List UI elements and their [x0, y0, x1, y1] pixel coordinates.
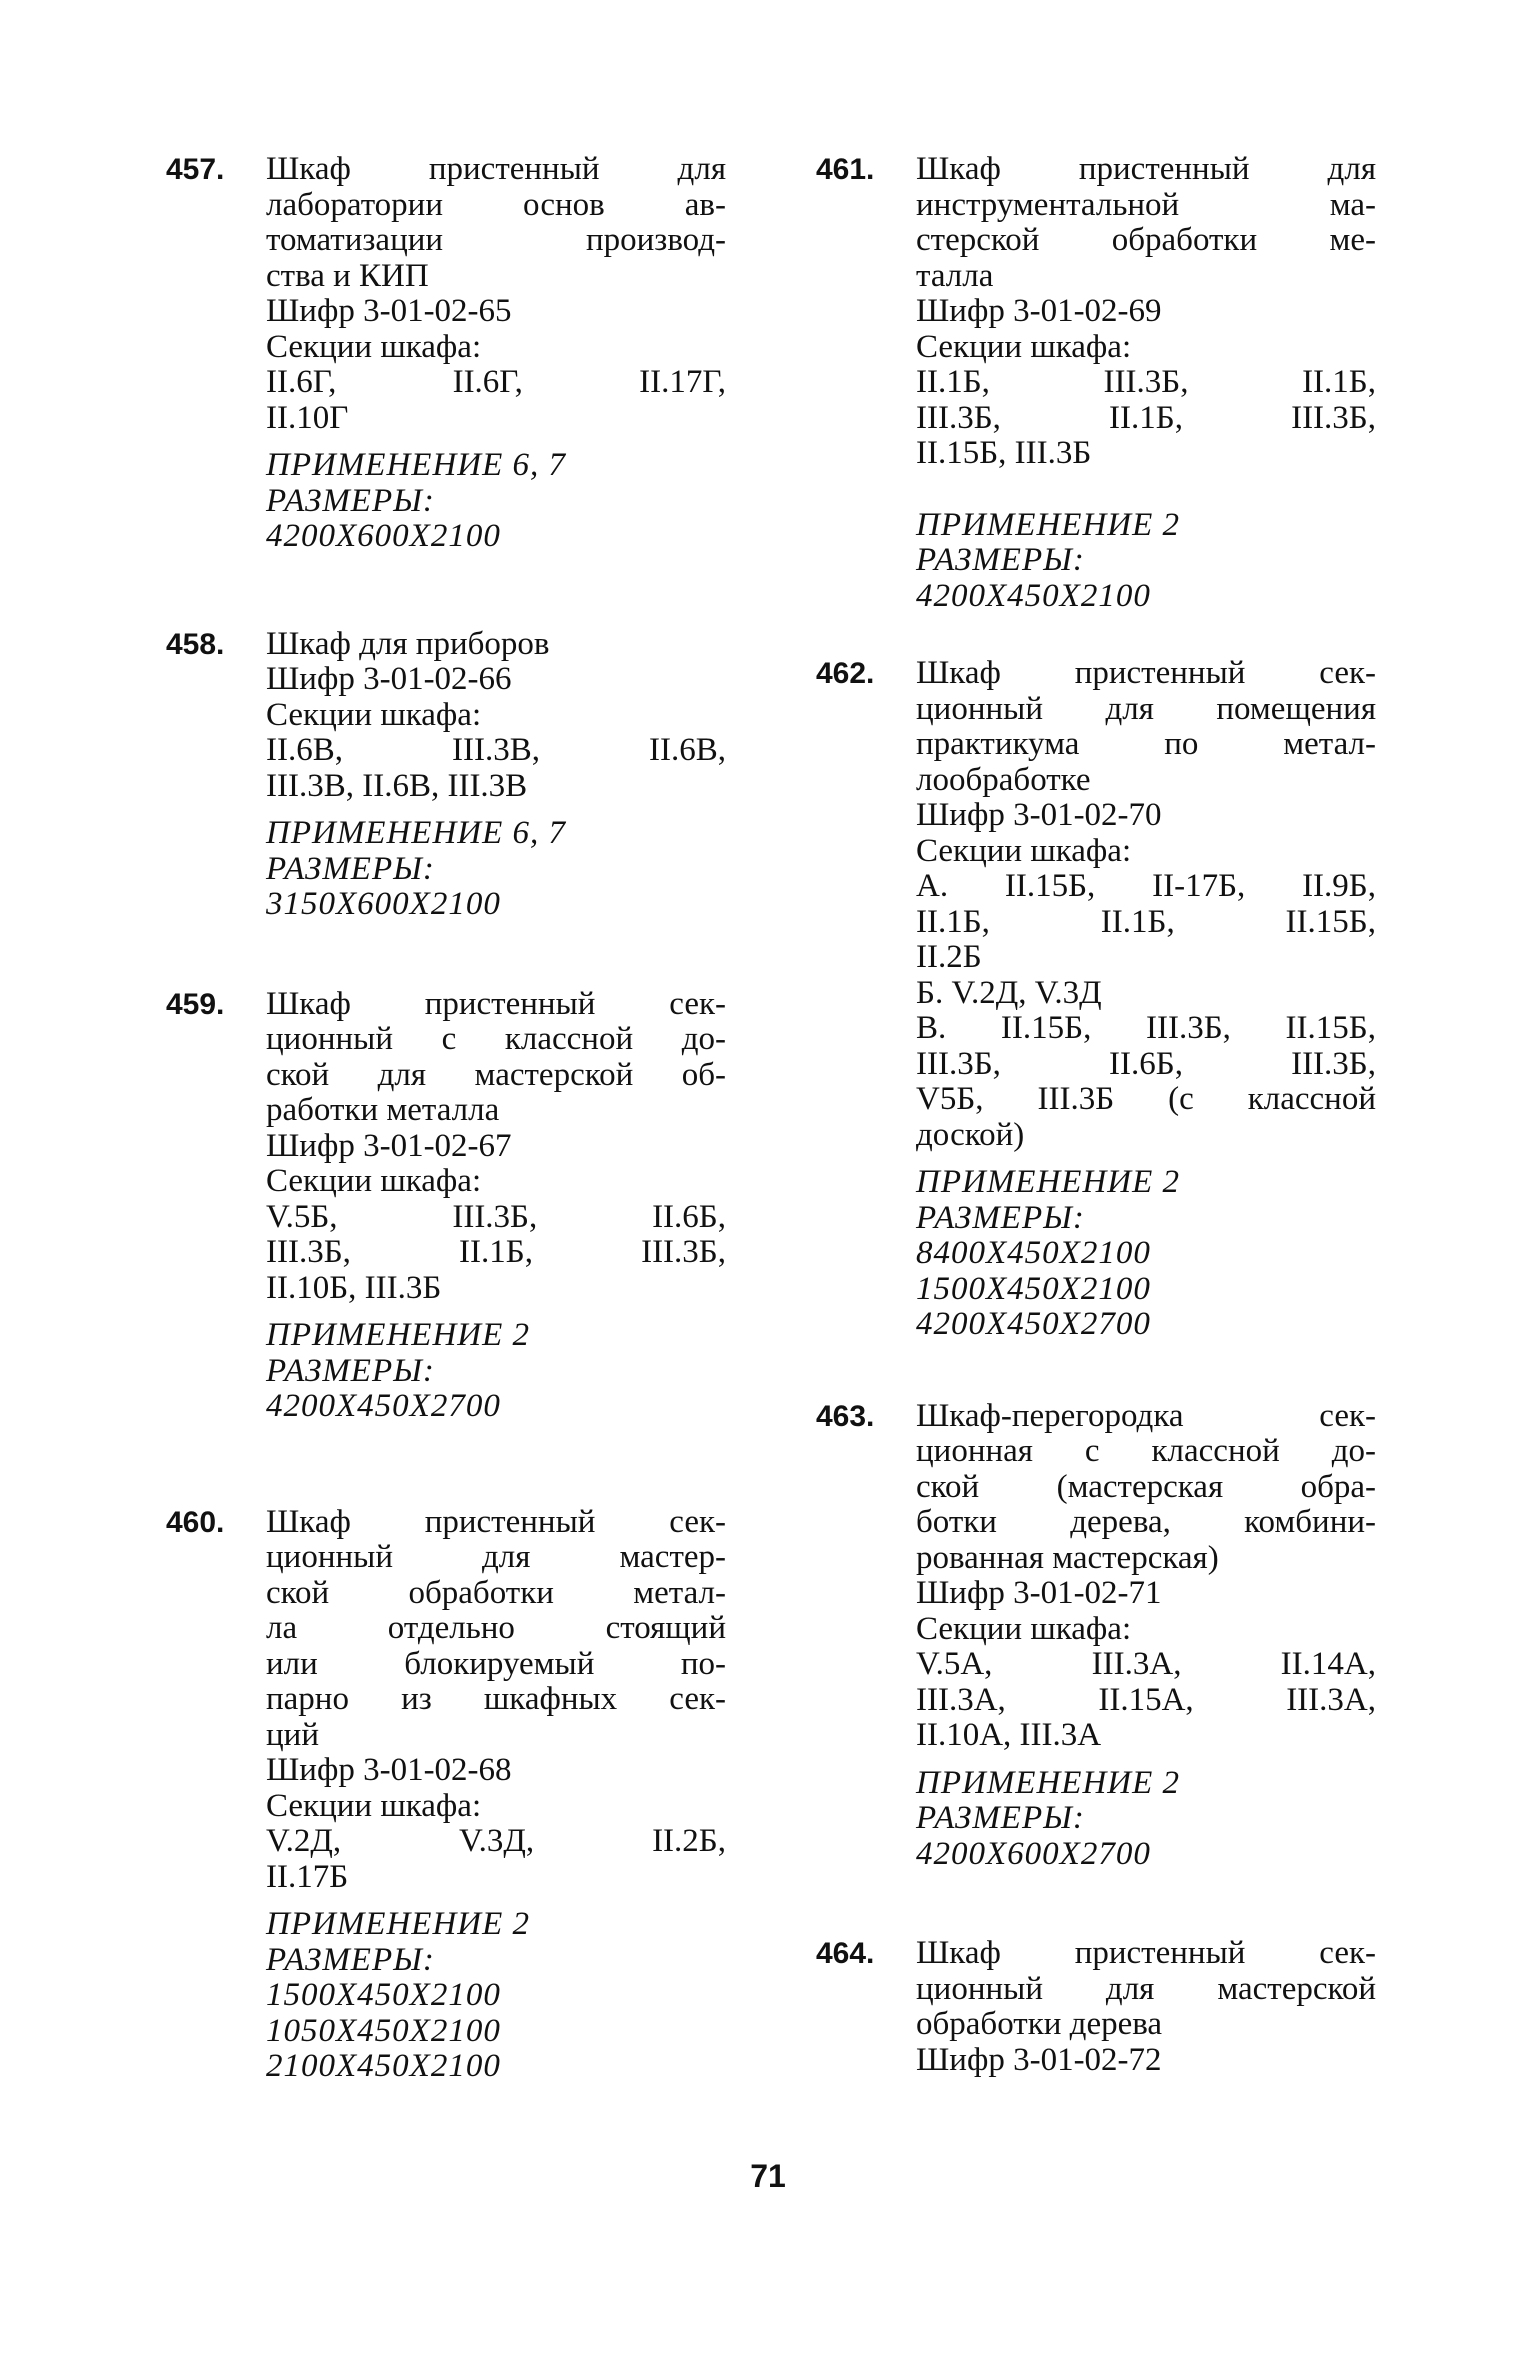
entry-title-line: работки металла — [266, 1092, 500, 1128]
catalog-entry-457 — [166, 152, 726, 555]
entry-size: 4200X450X2700 — [916, 1306, 1151, 1342]
entry-title-line: ботки дерева, комбини- — [916, 1504, 1376, 1540]
entry-number: 462. — [816, 657, 875, 690]
entry-application: ПРИМЕНЕНИЕ 2 — [266, 1906, 531, 1942]
entry-title-line: ционный для мастерской — [916, 1970, 1376, 2007]
entry-sections-label: Секции шкафа: — [916, 1610, 1132, 1647]
entry-title-line: или блокируемый по- — [266, 1645, 726, 1682]
entry-sections-line: II.6В, III.3В, II.6В, — [266, 732, 726, 768]
entry-code: Шифр 3-01-02-66 — [266, 661, 512, 697]
entry-title-line: Шкаф пристенный сек- — [266, 985, 726, 1022]
entry-title-line: обработки дерева — [916, 2006, 1163, 2042]
entry-sections-line: III.3А, II.15А, III.3А, — [916, 1681, 1376, 1718]
entry-title-line: Шкаф пристенный сек- — [916, 655, 1376, 691]
entry-title-line: Шкаф пристенный для — [916, 151, 1376, 187]
entry-sections-label: Секции шкафа: — [916, 328, 1132, 365]
entry-application: ПРИМЕНЕНИЕ 2 — [266, 1317, 531, 1353]
entry-title-line: Шкаф для приборов — [266, 625, 550, 662]
entry-number: 460. — [166, 1505, 225, 1539]
catalog-entry-460 — [166, 1505, 726, 2085]
right-column — [816, 152, 1376, 2078]
entry-number: 464. — [816, 1937, 875, 1970]
entry-title-line: ской обработки метал- — [266, 1574, 726, 1611]
entry-code: Шифр 3-01-02-65 — [266, 293, 512, 329]
left-column — [166, 152, 726, 2085]
entry-sections-line: II.15Б, III.3Б — [916, 435, 1092, 471]
entry-title-line: ства и КИП — [266, 257, 429, 294]
entry-code: Шифр 3-01-02-70 — [916, 797, 1162, 833]
entry-sections-line: III.3В, II.6В, III.3В — [266, 767, 528, 804]
catalog-entry-459 — [166, 987, 726, 1425]
entry-title-line: Шкаф-перегородка сек- — [916, 1397, 1376, 1434]
entry-sections-line: В. II.15Б, III.3Б, II.15Б, — [916, 1010, 1376, 1046]
entry-sections-line: V5Б, III.3Б (с классной — [916, 1081, 1376, 1117]
entry-title-line: ционный для помещения — [916, 690, 1376, 727]
entry-size: 4200X600X2100 — [266, 518, 501, 554]
entry-title-line: ской (мастерская обра- — [916, 1468, 1376, 1505]
entry-sections-line: II.6Г, II.6Г, II.17Г, — [266, 364, 726, 400]
entry-size: 3150X600X2100 — [266, 886, 501, 922]
entry-title-line: лаборатории основ ав- — [266, 186, 726, 223]
entry-sections-label: Секции шкафа: — [266, 1163, 482, 1199]
entry-sections-line: А. II.15Б, II-17Б, II.9Б, — [916, 868, 1376, 904]
entry-sections-line: II.1Б, II.1Б, II.15Б, — [916, 903, 1376, 940]
entry-code: Шифр 3-01-02-71 — [916, 1575, 1162, 1611]
entry-sizes-label: РАЗМЕРЫ: — [266, 850, 435, 887]
entry-sizes-label: РАЗМЕРЫ: — [266, 1941, 435, 1978]
catalog-entry-463 — [816, 1399, 1376, 1873]
entry-title-line: практикума по метал- — [916, 726, 1376, 762]
entry-sections-line: II.2Б — [916, 939, 982, 975]
entry-size: 1050X450X2100 — [266, 2012, 501, 2049]
entry-sections-label: Секции шкафа: — [266, 328, 482, 365]
entry-title-line: ционный с классной до- — [266, 1021, 726, 1057]
page-number: 71 — [750, 2158, 786, 2194]
entry-number: 463. — [816, 1399, 875, 1433]
entry-title-line: талла — [916, 257, 994, 294]
entry-sections-line: III.3Б, II.1Б, III.3Б, — [916, 399, 1376, 436]
entry-sections-line: доской) — [916, 1116, 1025, 1153]
entry-number: 457. — [166, 153, 225, 186]
entry-number: 461. — [816, 153, 875, 186]
entry-sections-line: V.5Б, III.3Б, II.6Б, — [266, 1198, 726, 1235]
entry-application: ПРИМЕНЕНИЕ 6, 7 — [266, 447, 567, 483]
entry-sections-line: III.3Б, II.1Б, III.3Б, — [266, 1234, 726, 1270]
entry-size: 4200X600X2700 — [916, 1835, 1151, 1872]
entry-title-line: томатизации производ- — [266, 222, 726, 258]
entry-size: 4200X450X2100 — [916, 577, 1151, 614]
entry-title-line: ционная с классной до- — [916, 1433, 1376, 1469]
entry-title-line: парно из шкафных сек- — [266, 1681, 726, 1717]
entry-application: ПРИМЕНЕНИЕ 2 — [916, 1764, 1181, 1801]
entry-application: ПРИМЕНЕНИЕ 6, 7 — [266, 815, 567, 851]
entry-sections-line: II.10Г — [266, 399, 349, 436]
entry-sizes-label: РАЗМЕРЫ: — [266, 482, 435, 519]
entry-sections-line: V.2Д, V.3Д, II.2Б, — [266, 1823, 726, 1859]
entry-title-line: Шкаф пристенный сек- — [916, 1935, 1376, 1971]
entry-title-line: инструментальной ма- — [916, 186, 1376, 223]
catalog-entry-464 — [816, 1936, 1376, 2078]
entry-title-line: Шкаф пристенный для — [266, 151, 726, 187]
entry-size: 4200X450X2700 — [266, 1388, 501, 1424]
entry-sections-line: II.10А, III.3А — [916, 1717, 1102, 1753]
catalog-entry-461 — [816, 152, 1376, 614]
entry-sizes-label: РАЗМЕРЫ: — [916, 1199, 1085, 1236]
entry-number: 459. — [166, 987, 225, 1021]
catalog-entry-462 — [816, 656, 1376, 1343]
entry-title-line: ций — [266, 1716, 319, 1753]
entry-code: Шифр 3-01-02-69 — [916, 293, 1162, 329]
entry-number: 458. — [166, 627, 225, 661]
entry-sections-label: Секции шкафа: — [266, 1787, 482, 1824]
entry-code: Шифр 3-01-02-67 — [266, 1127, 512, 1164]
entry-size: 8400X450X2100 — [916, 1235, 1151, 1271]
entry-title-line: ла отдельно стоящий — [266, 1610, 726, 1646]
entry-size: 1500X450X2100 — [916, 1270, 1151, 1307]
entry-sections-line: Б. V.2Д, V.3Д — [916, 974, 1102, 1011]
entry-sections-line: III.3Б, II.6Б, III.3Б, — [916, 1045, 1376, 1082]
entry-sections-line: II.10Б, III.3Б — [266, 1269, 442, 1306]
entry-sections-line: II.1Б, III.3Б, II.1Б, — [916, 364, 1376, 400]
entry-application: ПРИМЕНЕНИЕ 2 — [916, 506, 1181, 543]
entry-sizes-label: РАЗМЕРЫ: — [916, 1800, 1085, 1836]
entry-size: 1500X450X2100 — [266, 1977, 501, 2013]
entry-title-line: лообработке — [916, 761, 1091, 798]
entry-title-line: ционный для мастер- — [266, 1539, 726, 1575]
entry-sizes-label: РАЗМЕРЫ: — [266, 1352, 435, 1389]
entry-title-line: ской для мастерской об- — [266, 1056, 726, 1093]
entry-sections-label: Секции шкафа: — [916, 832, 1132, 869]
entry-title-line: рованная мастерская) — [916, 1539, 1219, 1576]
entry-application: ПРИМЕНЕНИЕ 2 — [916, 1164, 1181, 1200]
entry-title-line: стерской обработки ме- — [916, 222, 1376, 258]
catalog-entry-458 — [166, 627, 726, 923]
entry-title-line: Шкаф пристенный сек- — [266, 1503, 726, 1540]
entry-sections-line: V.5А, III.3А, II.14А, — [916, 1646, 1376, 1682]
entry-sections-label: Секции шкафа: — [266, 696, 482, 733]
entry-sizes-label: РАЗМЕРЫ: — [916, 542, 1085, 578]
entry-size: 2100X450X2100 — [266, 2048, 501, 2084]
entry-sections-line: II.17Б — [266, 1858, 349, 1895]
entry-code: Шифр 3-01-02-72 — [916, 2041, 1162, 2078]
entry-code: Шифр 3-01-02-68 — [266, 1752, 512, 1788]
